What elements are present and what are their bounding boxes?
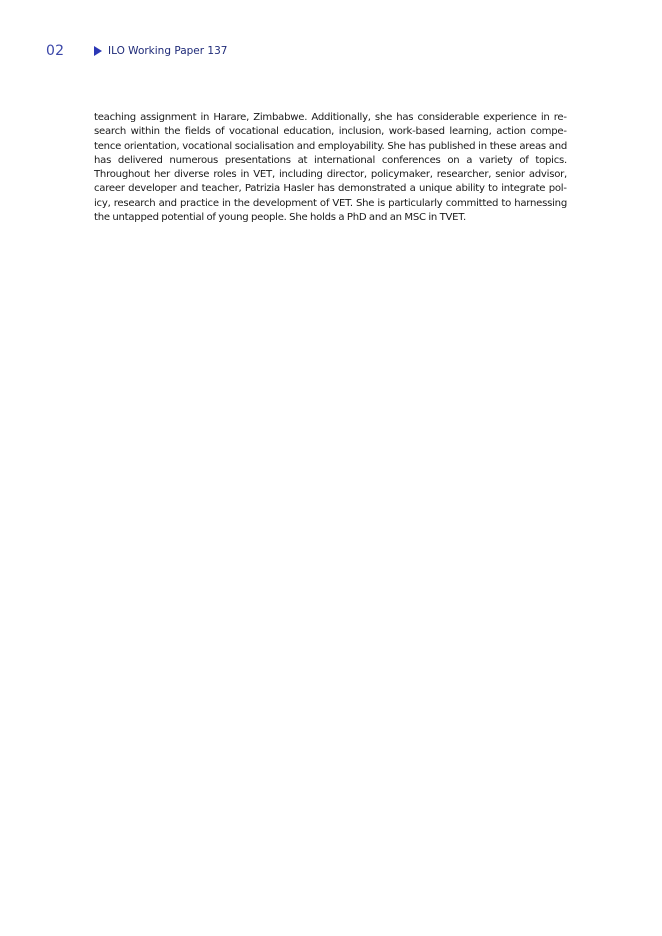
triangle-right-icon [94, 46, 102, 56]
page-number: 02 [46, 43, 65, 59]
body-paragraph: teaching assignment in Harare, Zimbabwe. Additionally, she has considerable experience in research within the fields of vocational education, inclusion, work-based learning, action competence orientation, vocational socialisation and employability. She has published in these areas and has delivered numerous presentations at international conferences on a variety of topics. Throughout her diverse roles in VET, including director, policymaker, researcher, senior advisor, career developer and teacher, Patrizia Hasler has demonstrated a unique ability to integrate policy, research and practice in the development of VET. She is particularly committed to harnessing the untapped potential of young people. She holds a PhD and an MSC in TVET. [94, 112, 567, 224]
publication-title: ILO Working Paper 137 [108, 45, 228, 57]
running-header [94, 45, 227, 57]
